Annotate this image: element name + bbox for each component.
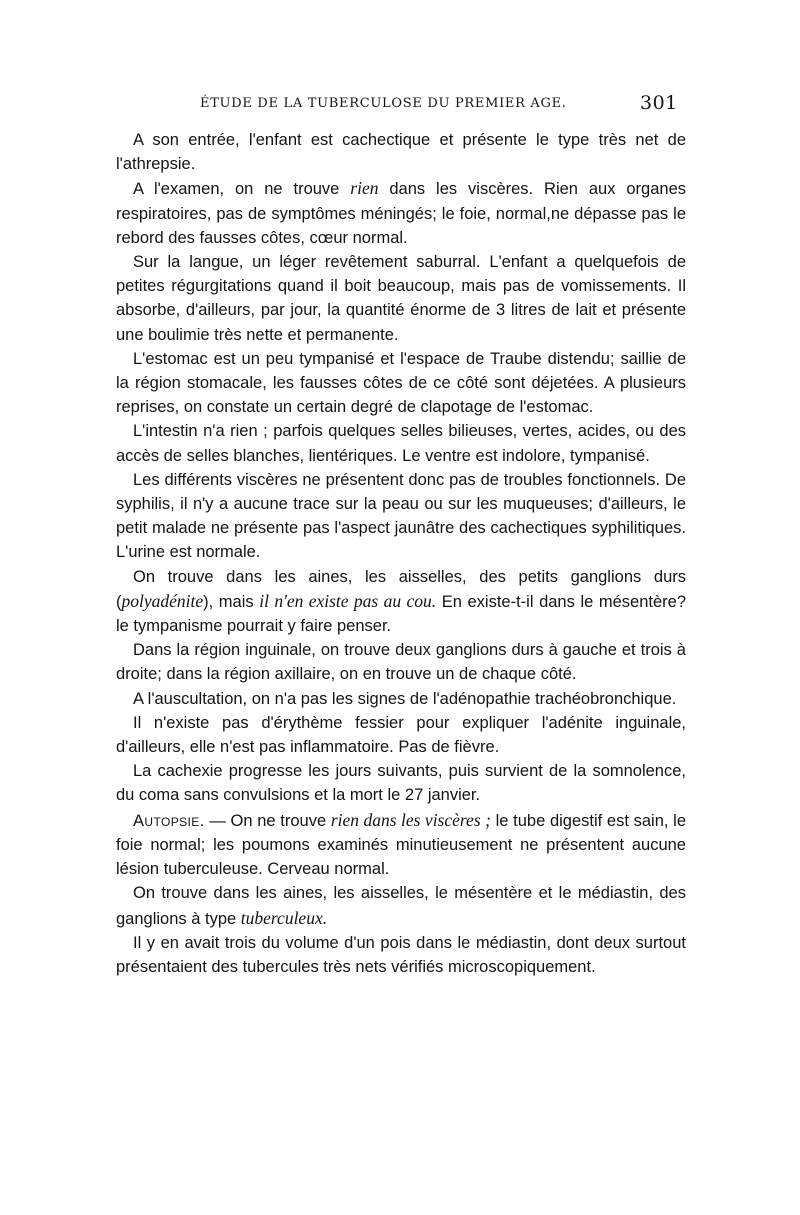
paragraph-13 [116, 881, 686, 930]
text-run: A l'examen, on ne trouve [133, 180, 351, 199]
body-text [116, 128, 686, 979]
paragraph-2 [116, 176, 686, 250]
page-number: 301 [640, 92, 678, 114]
text-run: On trouve dans les aines, les aisselles, des petits ganglions durs ( [116, 567, 686, 611]
running-head: ÉTUDE DE LA TUBERCULOSE DU PREMIER AGE. [200, 96, 567, 111]
paragraph-1: A son entrée, l'enfant est cachectique et présente le type très net de l'athrepsie. [116, 131, 686, 174]
paragraph-8: Dans la région inguinale, on trouve deux ganglions durs à gauche et trois à droite; dans la région axillaire, on en trouve un de chaque côté. [116, 641, 686, 684]
italic-text: rien dans les viscères ; [330, 809, 491, 830]
paragraph-14: Il y en avait trois du volume d'un pois dans le médiastin, dont deux surtout présentaient des tubercules très nets vérifiés microscopiquement. [116, 933, 686, 976]
text-run: dans les viscères. Rien aux organes respiratoires, pas de symptômes méningés; le foie, normal,ne dépasse pas le rebord des fausses côtes, cœur normal. [116, 180, 687, 247]
text-run: On trouve dans les aines, les aisselles, le mésentère et le médiastin, des ganglions à type [116, 884, 686, 928]
paragraph-5: L'intestin n'a rien ; parfois quelques selles bilieuses, vertes, acides, ou des accès de selles blanches, lientériques. Le ventre est indolore, tympanisé. [116, 422, 686, 465]
italic-text: il n'en existe pas au cou. [259, 590, 437, 611]
paragraph-11: La cachexie progresse les jours suivants, puis survient de la somnolence, du coma sans convulsions et la mort le 27 janvier. [116, 762, 686, 805]
text-run: En existe-t-il dans le mésentère? le tympanisme pourrait y faire penser. [116, 592, 686, 636]
text-run: — On ne trouve [204, 811, 331, 830]
text-run: le tube digestif est sain, le foie normal; les poumons examinés minutieusement ne présentent aucune lésion tuberculeuse. Cerveau normal. [116, 811, 687, 879]
paragraph-6: Les différents viscères ne présentent donc pas de troubles fonctionnels. De syphilis, il n'y a aucune trace sur la peau ou sur les muqueuses; d'ailleurs, le petit malade ne présente pas l'aspect jaunâtre des cachectiques syphilitiques. L'urine est normale. [116, 470, 686, 562]
paragraph-4: L'estomac est un peu tympanisé et l'espace de Traube distendu; saillie de la région stomacale, les fausses côtes de ce côté sont déjetées. A plusieurs reprises, on constate un certain degré de clapotage de l'estomac. [116, 349, 686, 417]
paragraph-3: Sur la langue, un léger revêtement saburral. L'enfant a quelquefois de petites régurgitations quand il boit beaucoup, mais pas de vomissements. Il absorbe, d'ailleurs, par jour, la quantité énorme de 3 litres de lait et présente une boulimie très nette et permanente. [116, 253, 686, 344]
text-run: ), mais [203, 592, 260, 611]
italic-text: polyadénite [121, 590, 204, 611]
paragraph-9: A l'auscultation, on n'a pas les signes de l'adénopathie trachéobronchique. [133, 689, 677, 708]
italic-text: rien [350, 178, 379, 199]
paragraph-10: Il n'existe pas d'érythème fessier pour expliquer l'adénite inguinale, d'ailleurs, elle n'est pas inflammatoire. Pas de fièvre. [116, 713, 686, 757]
paragraph-12 [116, 808, 686, 882]
paragraph-7 [116, 565, 686, 639]
section-label-autopsie: Autopsie. [133, 811, 205, 830]
italic-text: tuberculeux. [240, 907, 328, 928]
